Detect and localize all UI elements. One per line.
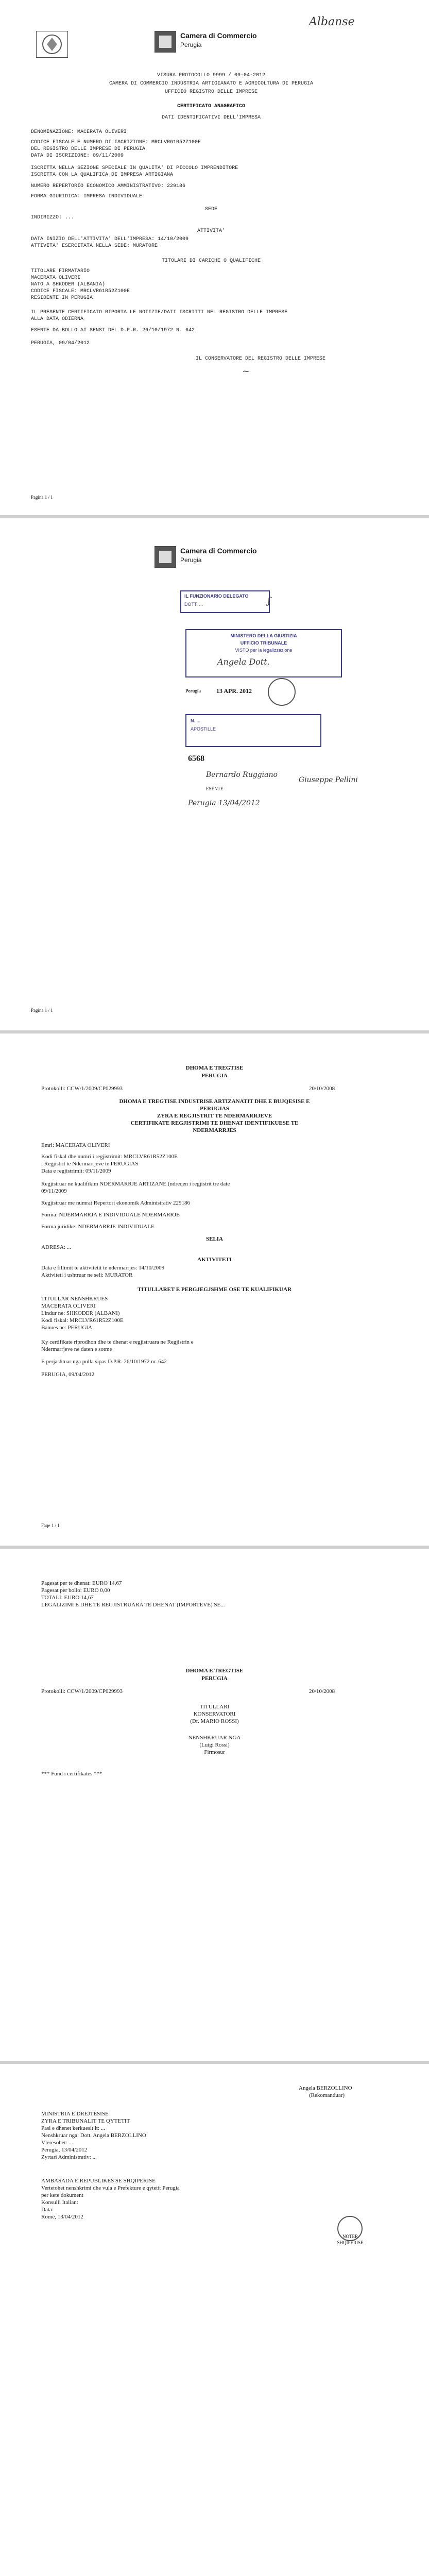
detail-line: Regjistruar ne kualifikim NDERMARRJE ARTIZANE (ndreqen i regjistrit tre date bbox=[41, 1181, 230, 1187]
stamp-line: APOSTILLE bbox=[191, 726, 216, 732]
translator-name: Angela BERZOLLINO bbox=[299, 2085, 352, 2091]
body-line: RESIDENTE IN PERUGIA bbox=[31, 295, 93, 301]
stamp-line: VISTO per la legalizzazione bbox=[235, 648, 293, 653]
detail-line: Aktiviteti i ushtruar ne seli: MURATOR bbox=[41, 1272, 133, 1278]
ministry-line: Vleresohet: .... bbox=[41, 2140, 75, 2146]
signature-scribble: ~ bbox=[242, 366, 250, 377]
chamber-logo-icon bbox=[155, 31, 176, 52]
detail-line: AKTIVITETI bbox=[197, 1257, 232, 1263]
apostille-place: Perugia bbox=[185, 688, 201, 693]
ministry-line: Zyrtari Administrativ: ... bbox=[41, 2154, 97, 2160]
embassy-line: Romë, 13/04/2012 bbox=[41, 2214, 83, 2220]
ministry-line: Pasi e dhenet kerkuesit lt: ... bbox=[41, 2125, 106, 2131]
detail-line: TITULLARET E PERGJEGJSHME OSE TE KUALIFIKUAR bbox=[138, 1286, 291, 1293]
embassy-line: Vertetohet nenshkrimi dhe vula e Prefekture e qytetit Perugia bbox=[41, 2185, 180, 2191]
detail-line: Lindur ne: SHKODER (ALBANI) bbox=[41, 1310, 120, 1316]
detail-line: MACERATA OLIVERI bbox=[41, 1303, 96, 1309]
fee-line: TOTALI: EURO 14,67 bbox=[41, 1595, 94, 1601]
detail-line: 09/11/2009 bbox=[41, 1188, 67, 1194]
apostille-date: 13 APR. 2012 bbox=[216, 687, 252, 694]
ministry-line: MINISTRIA E DREJTESISE bbox=[41, 2111, 109, 2117]
detail-line: Banues ne: PERUGIA bbox=[41, 1325, 92, 1331]
seal-line: Firmosur bbox=[204, 1749, 225, 1755]
detail-line: i Regjistrit te Ndermarrjeve te PERUGIAS bbox=[41, 1161, 139, 1167]
fee-line: Pagesat per bollo: EURO 0,00 bbox=[41, 1587, 110, 1594]
signature-caption: IL CONSERVATORE DEL REGISTRO DELLE IMPRESE bbox=[196, 356, 326, 362]
chamber-name: Camera di Commercio bbox=[180, 31, 257, 40]
stamp-line: N. ... bbox=[191, 718, 201, 723]
detail-line: PERUGIA, 09/04/2012 bbox=[41, 1371, 95, 1378]
delegate-stamp bbox=[180, 590, 270, 613]
detail-line: Regjistruar me numrat Repertori ekonomik Administrativ 229186 bbox=[41, 1200, 191, 1206]
stamp-line: NOTER bbox=[342, 2234, 358, 2239]
body-line: SEDE bbox=[204, 207, 217, 212]
body-line: TITOLARI DI CARICHE O QUALIFICHE bbox=[161, 258, 261, 264]
round-seal bbox=[337, 2216, 363, 2241]
number-text: 6568 bbox=[188, 754, 204, 763]
protocol-date: 20/10/2008 bbox=[309, 1086, 335, 1092]
doc-title: DHOMA E TREGTISE bbox=[185, 1065, 244, 1071]
protocol-line: Protokolli: CCW/1/2009/CP029993 bbox=[41, 1688, 123, 1694]
embassy-line: AMBASADA E REPUBLIKES SE SHQIPERISE bbox=[41, 2178, 156, 2184]
body-line: DATA INIZIO DELL'ATTIVITA' DELL'IMPRESA: 14/10/2009 bbox=[31, 236, 189, 242]
block-line: CERTIFIKATE REGJISTRIMI TE DHENAT IDENTIFIKUESE TE bbox=[130, 1120, 299, 1126]
signature-scribble: ʃ bbox=[268, 596, 270, 606]
mark-text: ESENTE bbox=[206, 786, 224, 791]
header-line: CERTIFICATO ANAGRAFICO bbox=[177, 104, 246, 109]
signature-scribble: Giuseppe Pellini bbox=[299, 776, 358, 784]
ministry-line: Perugia, 13/04/2012 bbox=[41, 2147, 88, 2153]
embassy-line: Data: bbox=[41, 2207, 54, 2213]
document-page-4 bbox=[0, 1549, 429, 2061]
detail-line: SELIA bbox=[205, 1236, 224, 1242]
page-footer: Faqe 1 / 1 bbox=[41, 1523, 60, 1528]
detail-line: Forma juridike: NDERMARRJE INDIVIDUALE bbox=[41, 1224, 155, 1230]
body-line: DATA DI ISCRIZIONE: 09/11/2009 bbox=[31, 153, 124, 159]
header-line: DATI IDENTIFICATIVI DELL'IMPRESA bbox=[161, 115, 261, 121]
embassy-line: per kete dokument bbox=[41, 2192, 83, 2198]
body-line: IL PRESENTE CERTIFICATO RIPORTA LE NOTIZIE/DATI ISCRITTI NEL REGISTRO DELLE IMPRESE bbox=[31, 310, 288, 315]
protocol-line: Protokolli: CCW/1/2009/CP029993 bbox=[41, 1086, 123, 1092]
document-page-5 bbox=[0, 2064, 429, 2576]
detail-line: E perjashtuar nga pulla sipas D.P.R. 26/10/1972 nr. 642 bbox=[41, 1359, 167, 1365]
body-line: FORMA GIURIDICA: IMPRESA INDIVIDUALE bbox=[31, 194, 143, 199]
body-line: ISCRITTA CON LA QUALIFICA DI IMPRESA ARTIGIANA bbox=[31, 172, 174, 178]
document-page-1 bbox=[0, 0, 429, 515]
body-line: CODICE FISCALE E NUMERO DI ISCRIZIONE: MRCLVR61R52Z100E bbox=[31, 140, 201, 145]
stamp-line: UFFICIO TRIBUNALE bbox=[240, 640, 287, 646]
block-line: DHOMA E TREGTISE INDUSTRISE ARTIZANATIT DHE E BUJQESISE E bbox=[119, 1098, 310, 1105]
signer-title: TITULLARI bbox=[199, 1704, 230, 1710]
chamber-logo-box bbox=[36, 31, 68, 58]
handwritten-date: Perugia 13/04/2012 bbox=[188, 799, 260, 807]
detail-line: TITULLAR NENSHKRUES bbox=[41, 1296, 108, 1302]
body-line: PERUGIA, 09/04/2012 bbox=[31, 341, 90, 346]
document-page-2 bbox=[0, 518, 429, 1030]
doc-title: PERUGIA bbox=[201, 1073, 228, 1079]
chamber-name: Camera di Commercio bbox=[180, 547, 257, 555]
body-line: ESENTE DA BOLLO AI SENSI DEL D.P.R. 26/10/1972 N. 642 bbox=[31, 328, 195, 333]
block-line: ZYRA E REGJISTRIT TE NDERMARRJEVE bbox=[157, 1113, 272, 1119]
signer-name: (Dr. MARIO ROSSI) bbox=[190, 1718, 239, 1724]
header-line: UFFICIO REGISTRO DELLE IMPRESE bbox=[164, 89, 258, 95]
doc-title: PERUGIA bbox=[201, 1675, 228, 1682]
header-line: CAMERA DI COMMERCIO INDUSTRIA ARTIGIANATO E AGRICOLTURA DI PERUGIA bbox=[109, 81, 314, 87]
body-line: NATO A SHKODER (ALBANIA) bbox=[31, 282, 106, 287]
seal-line: NENSHKRUAR NGA bbox=[188, 1735, 241, 1741]
seal-line: (Luigi Rossi) bbox=[199, 1742, 230, 1748]
detail-line: Data e fillimit te aktivitetit te ndermarrjes: 14/10/2009 bbox=[41, 1265, 165, 1271]
body-line: CODICE FISCALE: MRCLVR61R52Z100E bbox=[31, 289, 130, 294]
ministry-line: Nenshkruar nga: Dott. Angela BERZOLLINO bbox=[41, 2132, 146, 2139]
protocol-date: 20/10/2008 bbox=[309, 1688, 335, 1694]
handwritten-note: Albanse bbox=[309, 15, 355, 28]
chamber-logo-box bbox=[155, 546, 176, 568]
ministry-line: ZYRA E TRIBUNALIT TE QYTETIT bbox=[41, 2118, 130, 2124]
block-line: PERUGIAS bbox=[200, 1106, 229, 1112]
detail-line: ADRESA: ... bbox=[41, 1244, 72, 1250]
ministry-stamp bbox=[185, 629, 342, 677]
tail-note: *** Fund i certifikates *** bbox=[41, 1771, 102, 1777]
embassy-line: Konsulli Italian: bbox=[41, 2199, 78, 2206]
stamp-line: DOTT. ... bbox=[184, 602, 203, 607]
body-line: ATTIVITA' bbox=[197, 228, 225, 234]
doc-title: DHOMA E TREGTISE bbox=[185, 1668, 244, 1674]
stamp-line: MINISTERO DELLA GIUSTIZIA bbox=[230, 633, 297, 638]
detail-line: Ndermarrjeve ne daten e sotme bbox=[41, 1346, 112, 1352]
body-line: MACERATA OLIVERI bbox=[31, 275, 81, 281]
translator-sub: (Rekomanduar) bbox=[309, 2092, 345, 2098]
detail-line: Emri: MACERATA OLIVERI bbox=[41, 1142, 110, 1148]
page-footer: Pagina 1 / 1 bbox=[31, 495, 53, 500]
fee-line: Pagesat per te dhenat: EURO 14,67 bbox=[41, 1580, 122, 1586]
round-seal bbox=[268, 678, 296, 706]
body-line: INDIRIZZO: ... bbox=[31, 215, 75, 221]
document-page-3 bbox=[0, 1033, 429, 1546]
detail-line: Kodi fiskal: MRCLVR61R52Z100E bbox=[41, 1317, 124, 1324]
body-line: NUMERO REPERTORIO ECONOMICO AMMINISTRATIVO: 229186 bbox=[31, 183, 186, 189]
coat-of-arms-icon bbox=[37, 31, 67, 57]
apostille-stamp bbox=[185, 714, 321, 747]
body-line: ATTIVITA' ESERCITATA NELLA SEDE: MURATORE bbox=[31, 243, 158, 249]
chamber-logo-box-2 bbox=[155, 31, 176, 53]
detail-line: Forma: NDERMARRJA E INDIVIDUALE NDERMARRJE bbox=[41, 1212, 180, 1218]
detail-line: Ky certifikate riprodhon dhe te dhenat e regjistruara ne Regjistrin e bbox=[41, 1339, 194, 1345]
detail-line: Data e regjistrimit: 09/11/2009 bbox=[41, 1168, 111, 1174]
body-line: DEL REGISTRO DELLE IMPRESE DI PERUGIA bbox=[31, 146, 146, 152]
body-line: DENOMINAZIONE: MACERATA OLIVERI bbox=[31, 129, 127, 135]
stamp-line: SHQIPERISE bbox=[337, 2240, 364, 2245]
signer-role: KONSERVATORI bbox=[193, 1711, 236, 1717]
handwritten-name: Bernardo Ruggiano bbox=[206, 771, 278, 779]
chamber-logo-icon bbox=[155, 547, 176, 567]
fee-line: LEGALIZIMI E DHE TE REGJISTRUARA TE DHENAT (IMPORTEVE) SE... bbox=[41, 1602, 225, 1608]
page-footer: Pagina 1 / 1 bbox=[31, 1008, 53, 1013]
chamber-city: Perugia bbox=[180, 556, 202, 564]
body-line: ALLA DATA ODIERNA bbox=[31, 316, 84, 322]
header-line: VISURA PROTOCOLLO 9999 / 09-04-2012 bbox=[157, 73, 266, 78]
signature-scribble: Angela Dott. bbox=[217, 657, 270, 667]
block-line: NDERMARRJES bbox=[193, 1127, 236, 1133]
body-line: ISCRITTA NELLA SEZIONE SPECIALE IN QUALITA' DI PICCOLO IMPRENDITORE bbox=[31, 165, 238, 171]
stamp-line: IL FUNZIONARIO DELEGATO bbox=[184, 594, 249, 599]
detail-line: Kodi fiskal dhe numri i regjistrimit: MRCLVR61R52Z100E bbox=[41, 1154, 178, 1160]
chamber-city: Perugia bbox=[180, 41, 202, 48]
body-line: TITOLARE FIRMATARIO bbox=[31, 268, 90, 274]
